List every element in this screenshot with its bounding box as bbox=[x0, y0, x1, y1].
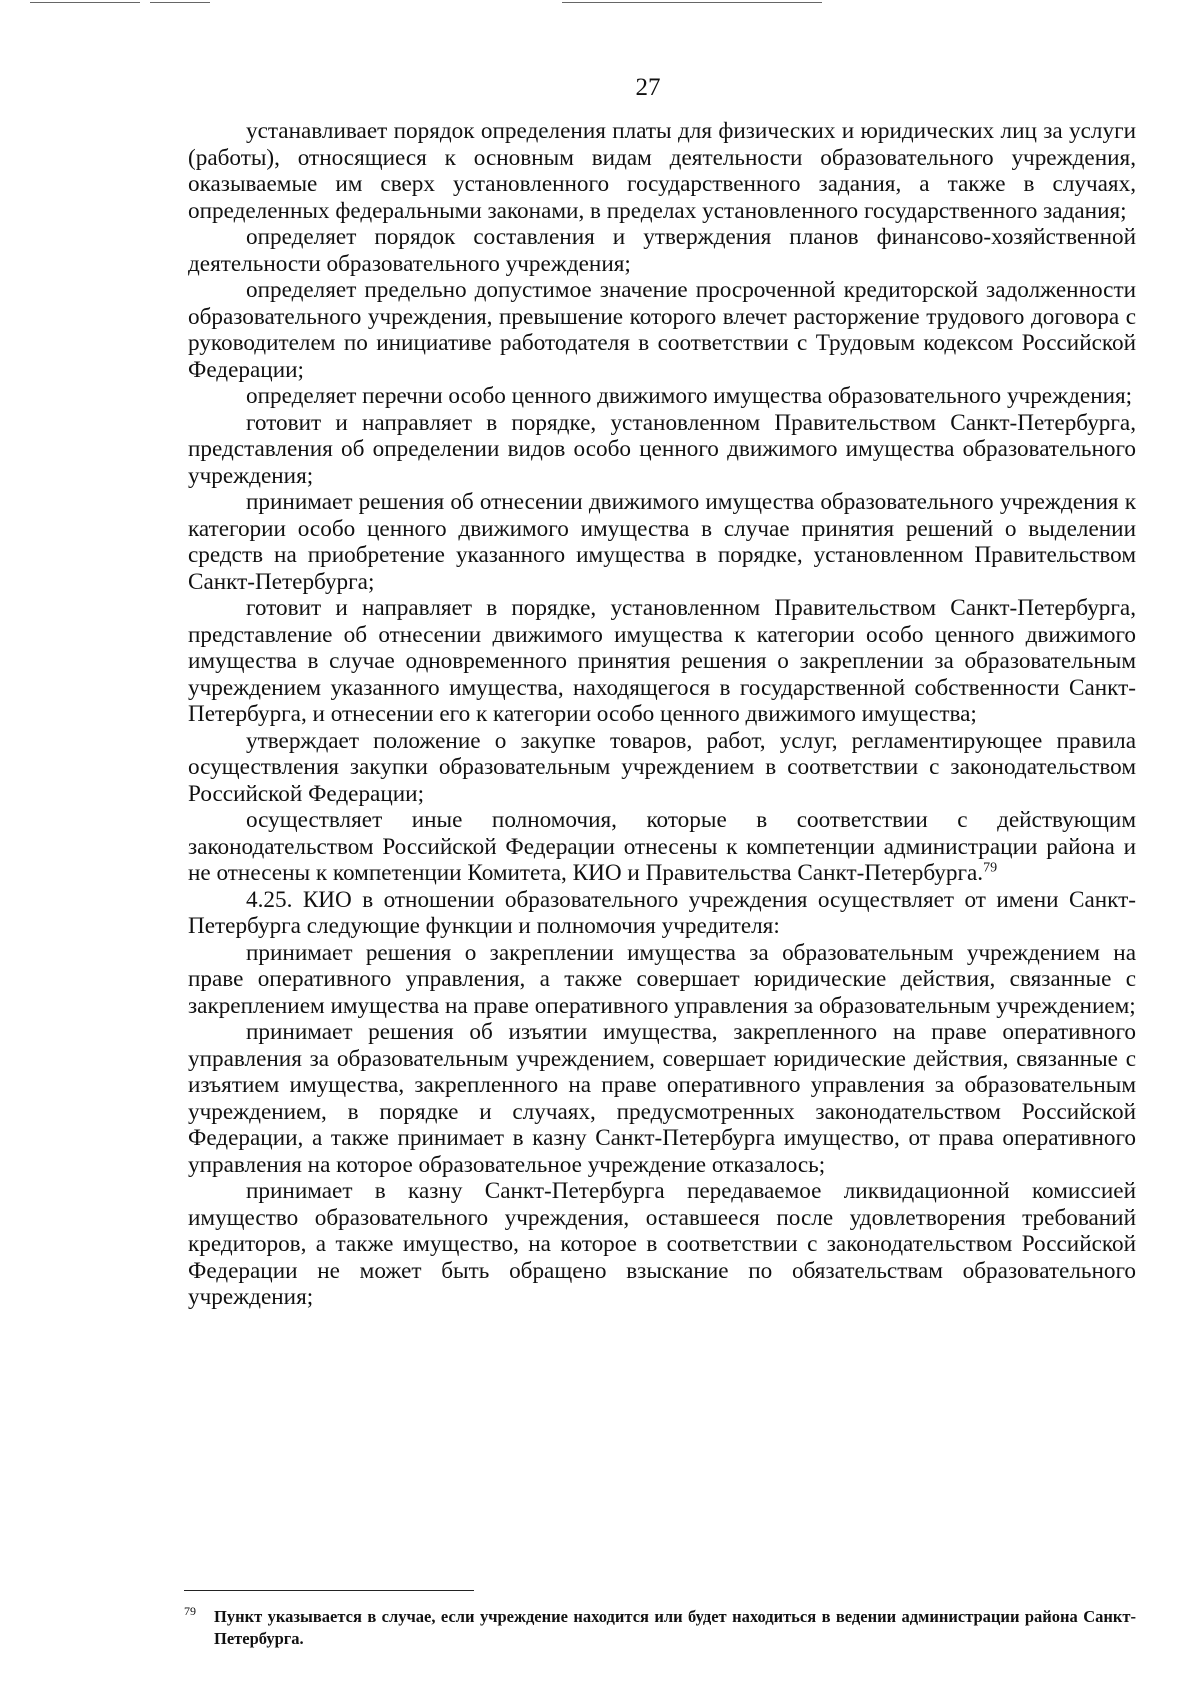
footnote bbox=[184, 1606, 1136, 1650]
scan-artifact bbox=[150, 2, 210, 3]
paragraph: определяет порядок составления и утверждения планов финансово-хозяйственной деятельности образовательного учреждения; bbox=[188, 224, 1136, 277]
paragraph: принимает решения об отнесении движимого имущества образовательного учреждения к категории особо ценного движимого имущества в случае принятия решений о выделении средств на приобретение указанного имущества в порядке, установленном Правительством Санкт-Петербурга; bbox=[188, 489, 1136, 595]
document-body bbox=[188, 118, 1136, 1311]
footnote-divider bbox=[184, 1590, 474, 1591]
scan-artifact bbox=[30, 2, 140, 3]
footnote-mark: 79 bbox=[184, 1604, 196, 1618]
paragraph-text: осуществляет иные полномочия, которые в соответствии с действующим законодательством Российской Федерации отнесены к компетенции администрации района и не отнесены к компетенции Комитета, КИО и Правительства Санкт-Петербурга. bbox=[188, 807, 1136, 886]
paragraph: принимает в казну Санкт-Петербурга передаваемое ликвидационной комиссией имущество образовательного учреждения, оставшееся после удовлетворения требований кредиторов, а также имущество, на которое в соответствии с законодательством Российской Федерации не может быть обращено взыскание по обязательствам образовательного учреждения; bbox=[188, 1178, 1136, 1310]
paragraph: определяет перечни особо ценного движимого имущества образовательного учреждения; bbox=[246, 383, 1133, 409]
footnote-reference[interactable]: 79 bbox=[983, 860, 998, 876]
scan-artifact bbox=[562, 2, 822, 3]
paragraph: принимает решения о закреплении имущества за образовательным учреждением на праве оперативного управления, а также совершает юридические действия, связанные с закреплением имущества на праве оперативного управления за образовательным учреждением; bbox=[188, 939, 1136, 1019]
paragraph: готовит и направляет в порядке, установленном Правительством Санкт-Петербурга, представления об определении видов особо ценного движимого имущества образовательного учреждения; bbox=[188, 409, 1136, 489]
paragraph: устанавливает порядок определения платы для физических и юридических лиц за услуги (работы), относящиеся к основным видам деятельности образовательного учреждения, оказываемые им сверх установленного государственного задания, а также в случаях, определенных федеральными законами, в пределах установленного государственного задания; bbox=[188, 118, 1136, 224]
section-paragraph: 4.25. КИО в отношении образовательного учреждения осуществляет от имени Санкт-Петербурга следующие функции и полномочия учредителя: bbox=[188, 886, 1136, 939]
paragraph-with-footnote bbox=[188, 807, 1136, 887]
paragraph: утверждает положение о закупке товаров, работ, услуг, регламентирующее правила осуществления закупки образовательным учреждением в соответствии с законодательством Российской Федерации; bbox=[188, 727, 1136, 807]
page-number: 27 bbox=[635, 74, 661, 101]
paragraph: определяет предельно допустимое значение просроченной кредиторской задолженности образовательного учреждения, превышение которого влечет расторжение трудового договора с руководителем по инициативе работодателя в соответствии с Трудовым кодексом Российской Федерации; bbox=[188, 277, 1136, 383]
paragraph: принимает решения об изъятии имущества, закрепленного на праве оперативного управления за образовательным учреждением, совершает юридические действия, связанные с изъятием имущества, закрепленного на праве оперативного управления за образовательным учреждением, в порядке и случаях, предусмотренных законодательством Российской Федерации, а также принимает в казну Санкт-Петербурга имущество, от права оперативного управления на которое образовательное учреждение отказалось; bbox=[188, 1019, 1136, 1178]
footnote-text: Пункт указывается в случае, если учреждение находится или будет находиться в ведении администрации района Санкт-Петербурга. bbox=[214, 1607, 1136, 1648]
paragraph: готовит и направляет в порядке, установленном Правительством Санкт-Петербурга, представление об отнесении движимого имущества к категории особо ценного движимого имущества в случае одновременного принятия решения о закреплении за образовательным учреждением указанного имущества, находящегося в государственной собственности Санкт-Петербурга, и отнесении его к категории особо ценного движимого имущества; bbox=[188, 595, 1136, 727]
